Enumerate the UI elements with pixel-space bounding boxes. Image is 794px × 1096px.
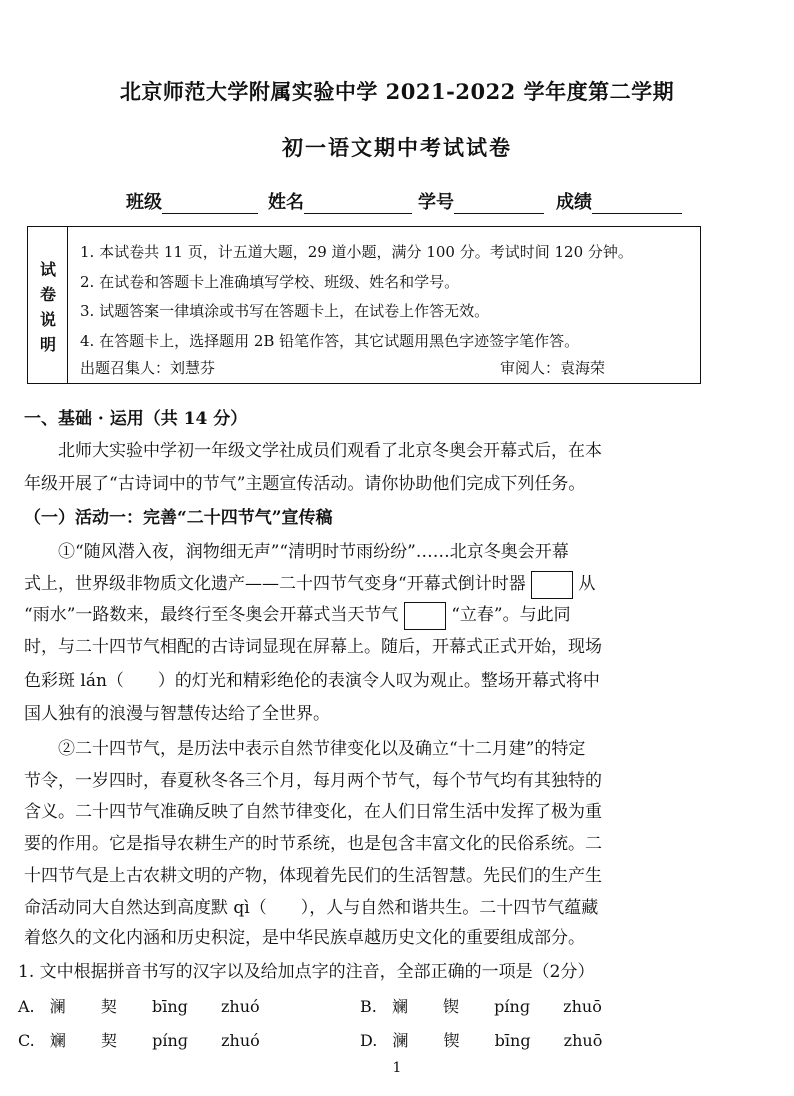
option-label: A.	[18, 997, 35, 1016]
option-word: 契	[100, 997, 117, 1016]
option-label: B.	[360, 997, 377, 1016]
option-word: 契	[100, 1031, 117, 1050]
option-word: 锲	[443, 997, 460, 1016]
rule-2: 2. 在试卷和答题卡上准确填写学校、班级、姓名和学号。	[80, 273, 460, 291]
field-student-id: 学号	[418, 188, 544, 214]
rule-1: 1. 本试卷共 11 页，计五道大题，29 道小题，满分 100 分。考试时间 120 分钟。	[80, 243, 633, 261]
p1-text: “立春”。与此同	[451, 605, 571, 625]
p1-text: 从	[578, 574, 596, 594]
answer-box[interactable]	[531, 571, 573, 599]
option-d[interactable]	[360, 1028, 602, 1051]
section-heading: 一、基础 · 运用（共 14 分）	[24, 409, 248, 429]
p1-text: 式上，世界级非物质文化遗产——二十四节气变身“开幕式倒计时器	[24, 574, 526, 594]
p1-text: “雨水”一路数来，最终行至冬奥会开幕式当天节气	[24, 605, 399, 625]
option-word: 澜	[392, 1031, 409, 1050]
field-name: 姓名	[268, 188, 412, 214]
option-label: C.	[18, 1031, 35, 1050]
p1-line: 国人独有的浪漫与智慧传达给了全世界。	[24, 704, 330, 724]
author: 出题召集人：刘慧芬	[80, 359, 216, 377]
p1-line: 时，与二十四节气相配的古诗词显现在屏幕上。随后，开幕式正式开始，现场	[24, 637, 602, 657]
option-word: 斓	[391, 997, 408, 1016]
field-class: 班级	[126, 188, 258, 214]
option-c[interactable]	[18, 1028, 260, 1051]
answer-box[interactable]	[404, 602, 446, 630]
p2-line: ②二十四节气，是历法中表示自然节律变化以及确立“十二月建”的特定	[58, 739, 586, 759]
option-pinyin: zhuō	[563, 997, 602, 1016]
option-pinyin: bīng	[151, 997, 188, 1016]
option-pinyin: bīng	[494, 1031, 531, 1050]
p1-line	[24, 569, 596, 599]
activity-heading: （一）活动一：完善“二十四节气”宣传稿	[24, 508, 333, 528]
p2-line: 要的作用。它是指导农耕生产的时节系统，也是包含丰富文化的民俗系统。二	[24, 834, 602, 854]
question-1: 1. 文中根据拼音书写的汉字以及给加点字的注音，全部正确的一项是（2分）	[18, 962, 595, 982]
p2-line: 着悠久的文化内涵和历史积淀，是中华民族卓越历史文化的重要组成部分。	[24, 928, 585, 948]
option-word: 斓	[49, 1031, 66, 1050]
option-word: 澜	[49, 997, 66, 1016]
p1-line: ①“随风潜入夜，润物细无声”“清明时节雨纷纷”……北京冬奥会开幕	[58, 542, 569, 562]
option-b[interactable]	[360, 994, 602, 1017]
exam-title: 北京师范大学附属实验中学 2021-2022 学年度第二学期	[119, 79, 675, 104]
option-label: D.	[360, 1031, 378, 1050]
option-pinyin: zhuó	[220, 997, 260, 1016]
p2-line: 十四节气是上古农耕文明的产物，体现着先民们的生活智慧。先民们的生产生	[24, 866, 602, 886]
label-char: 试	[39, 260, 56, 279]
option-a[interactable]	[18, 994, 260, 1017]
reviewer: 审阅人：袁海荣	[500, 359, 606, 377]
p2-line: 命活动同大自然达到高度默 qì（ ），人与自然和谐共生。二十四节气蕴藏	[24, 898, 599, 918]
instructions-label	[28, 227, 68, 383]
label-char: 明	[39, 335, 56, 354]
p1-line: 色彩斑 lán（ ）的灯光和精彩绝伦的表演令人叹为观止。整场开幕式将中	[24, 671, 600, 691]
option-word: 锲	[443, 1031, 460, 1050]
intro-line: 年级开展了“古诗词中的节气”主题宣传活动。请你协助他们完成下列任务。	[24, 474, 586, 494]
p1-line	[24, 600, 571, 630]
p2-line: 节令，一岁四时，春夏秋冬各三个月，每月两个节气，每个节气均有其独特的	[24, 771, 602, 791]
option-pinyin: pínɡ	[152, 1031, 188, 1050]
label-char: 卷	[39, 285, 56, 304]
rule-4: 4. 在答题卡上，选择题用 2B 铅笔作答，其它试题用黑色字迹签字笔作答。	[80, 332, 580, 350]
option-pinyin: zhuó	[221, 1031, 260, 1050]
label-char: 说	[39, 310, 56, 329]
page-number: 1	[392, 1060, 402, 1076]
exam-subtitle: 初一语文期中考试试卷	[282, 135, 512, 160]
intro-line: 北师大实验中学初一年级文学社成员们观看了北京冬奥会开幕式后，在本	[58, 441, 602, 461]
option-pinyin: zhuō	[563, 1031, 603, 1050]
rule-3: 3. 试题答案一律填涂或书写在答题卡上，在试卷上作答无效。	[80, 302, 490, 320]
field-score: 成绩	[556, 188, 682, 214]
option-pinyin: pínɡ	[494, 997, 531, 1016]
p2-line: 含义。二十四节气准确反映了自然节律变化，在人们日常生活中发挥了极为重	[24, 802, 602, 822]
